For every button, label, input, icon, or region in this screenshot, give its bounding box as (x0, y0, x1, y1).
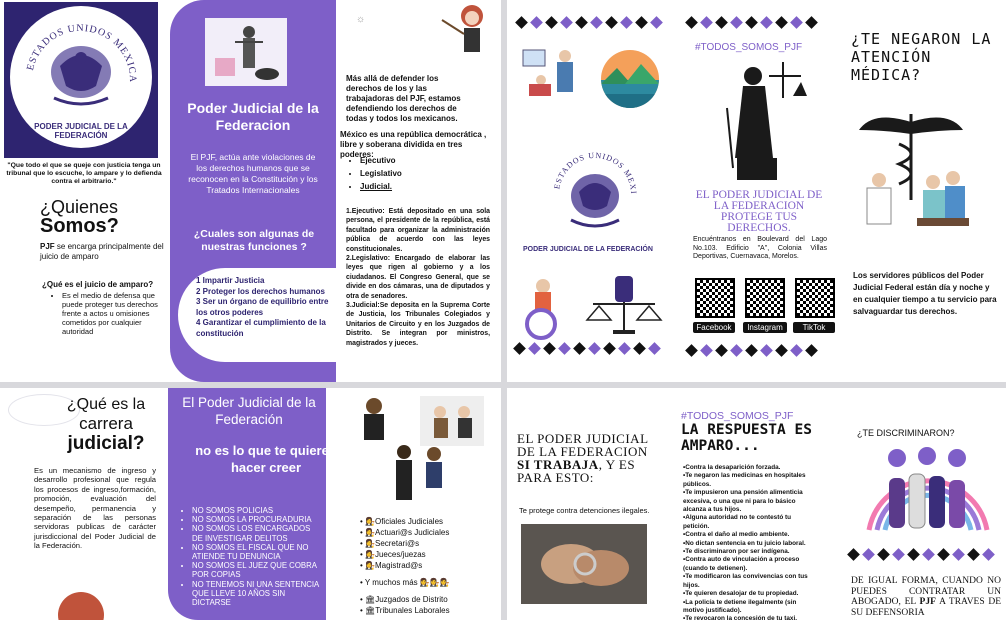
carrera-line2: carrera (79, 414, 133, 433)
seal2-ring-text: ESTADOS UNIDOS MEXI (552, 150, 639, 195)
carrera-line3: judicial? (67, 433, 145, 454)
mid-title: Poder Judicial de la Federacion (187, 100, 319, 133)
staff-item: • 👩‍⚖️Oficiales Judiciales (360, 517, 444, 526)
teacher-illustration (440, 2, 496, 58)
pjf-word: PJF (40, 242, 55, 251)
answer-item: •Te negaron las medicinas en hospitales públicos. (683, 472, 806, 488)
diamond-border-top-mid (687, 18, 816, 27)
quienes-heading (40, 198, 119, 236)
quienes-line1: ¿Quienes (40, 197, 119, 217)
power-item: • Judicial. (360, 180, 488, 193)
detention-text: Te protege contra detenciones ilegales. (519, 506, 650, 515)
lawyer-text (851, 576, 1001, 618)
diamond-border-bottom-mid (687, 346, 816, 355)
republic-text: México es una república democrática , libre y soberana dividida en tres poderes: (340, 130, 487, 159)
med-title: ¿TE NEGARON LA ATENCIÓN MÉDICA? (851, 30, 992, 84)
teacher-icon (440, 2, 496, 58)
function-item: 3 Ser un órgano de equilibrio entre los otros poderes (196, 297, 329, 317)
seal-block (4, 2, 158, 158)
justice-statue-icon (713, 58, 809, 188)
answer-item: •Contra la desaparición forzada. (683, 464, 781, 471)
works-title (517, 432, 657, 484)
court-item: • 🏛Tribunales Laborales (360, 606, 450, 615)
works-title-c: , Y ES PARA ESTO: (517, 457, 636, 485)
judicial-staff-icon (350, 392, 490, 508)
wheelchair-icon (519, 274, 573, 342)
answer-item: •Te modificaron las convivencias con tus hijos. (683, 573, 808, 589)
amparo-question: ¿Qué es el juicio de amparo? (42, 280, 154, 289)
court-staff-illustration (350, 392, 490, 508)
function-item: 4 Garantizar el cumplimiento de la constitución (196, 318, 326, 338)
facebook-qr-icon[interactable] (695, 278, 735, 318)
mid-title: El Poder Judicial de la Federación (182, 395, 316, 427)
handcuff-photo (521, 524, 647, 604)
sun-icon: ☼ (356, 14, 366, 25)
answer-item: •Contra auto de vinculación a proceso (cuando te detienen). (683, 556, 800, 572)
staff-item: • 👩‍⚖️Actuari@s Judiciales (360, 528, 450, 537)
handcuffs-icon (521, 524, 647, 604)
not-item: • NO SOMOS POLICIAS (192, 506, 320, 515)
brochure-panel-2 (507, 0, 1006, 382)
protect-title: EL PODER JUDICIAL DE LA FEDERACION PROTEGE TUS DERECHOS. (695, 189, 823, 234)
brochure-panel-1 (0, 0, 501, 382)
instagram-button[interactable]: Instagram (743, 322, 787, 333)
answer-item: •Te impusieron una pensión alimenticia excesiva, o una que ni para lo básico alcanza a tus hijos. (683, 489, 803, 514)
not-item: • NO TENEMOS NI UNA SENTENCIA QUE LLEVE 10 AÑOS SIN DICTARSE (192, 580, 320, 608)
lawyer-text-b: A TRAVES DE SU DEFENSORIA (851, 597, 1001, 618)
landscape-icon (601, 50, 659, 108)
brochure-panel-4 (507, 388, 1006, 620)
lawyer-text-a: DE IGUAL FORMA, CUANDO NO PUEDES CONTRATAR UN ABOGADO, EL (851, 576, 1001, 607)
instagram-qr-icon[interactable] (745, 278, 785, 318)
hashtag: #TODOS_SOMOS_PJF (681, 410, 794, 422)
address: Encuéntranos en Boulevard del Lago No.103. Edificio "A", Colonia Villas Deportivas, Cuernavaca, Morelos. (693, 236, 827, 260)
diamond-border-top-left (517, 18, 661, 27)
tiktok-button[interactable]: TikTok (793, 322, 835, 333)
diamond-border-bottom-left (515, 344, 659, 353)
answer-item: •No dictan sentencia en tu juicio laboral. (683, 539, 806, 547)
staff-list (360, 516, 490, 616)
staff-item: • 👩‍⚖️Secretari@s (360, 539, 420, 548)
landscape-circle (601, 50, 659, 108)
staff-item: • 👩‍⚖️Magistrad@s (360, 561, 423, 570)
doctor-patient-icon (521, 44, 583, 102)
carrera-desc: Es un mecanismo de ingreso y desarrollo profesional que regula los procesos de ingreso,formación, promoción, evaluación del desempeño, permanencia y separación de las personas servidoras publicas de carácter jurisdiccional del Poder Judicial de la Federación. (34, 466, 156, 551)
diversity-illustration (863, 444, 993, 536)
functions-title: ¿Cuales son algunas de nuestras funciones ? (193, 228, 315, 253)
function-item: 1 Impartir Justicia (196, 276, 265, 285)
works-title-b: SI TRABAJA (517, 457, 599, 472)
justice-illustration (205, 18, 287, 86)
hands-rainbow-icon (863, 444, 993, 536)
mid-subtitle: no es lo que te quieren hacer creer (195, 443, 337, 475)
wheelchair-illustration (519, 274, 573, 342)
answer-item: •La policía te detiene ilegalmente (sin motivo justificado). (683, 598, 797, 614)
tiktok-qr-icon[interactable] (795, 278, 835, 318)
not-item: • NO SOMOS EL FISCAL QUE NO ATIENDE TU DENUNCIA (192, 543, 320, 561)
power-detail: 2.Legislativo: Encargado de elaborar las leyes que rigen al gobierno y a los ciudadanos. El Congreso General, que se divide en dos cámaras, una de diputados y otra de senadores. (346, 255, 490, 300)
med-text: Los servidores públicos del Poder Judicial Federal están día y noche y en cualquier tiempo a tu servicio para salvaguardar tus derechos. (853, 271, 997, 316)
powers-list (348, 154, 488, 193)
seal-2 (545, 140, 645, 240)
lady-justice-icon (205, 18, 287, 86)
mid-text: El PJF, actúa ante violaciones de los derechos humanos que se reconocen en la Constitución y los Tratados Internacionales (188, 152, 318, 195)
scales-fist-icon (585, 274, 663, 336)
right-intro: Más allá de defender los derechos de los y las trabajadoras del PJF, estamos defendiendo los derechos de todas y todos los mexicanos. (346, 74, 461, 123)
eagle-seal-icon (545, 140, 645, 240)
seal-circle (10, 6, 152, 148)
not-item: • NO SOMOS LA PROCURADURIA (192, 515, 320, 524)
pjf-description (40, 242, 166, 261)
function-item: 2 Proteger los derechos humanos (196, 286, 325, 296)
hashtag: #TODOS_SOMOS_PJF (695, 42, 803, 53)
doctor-illustration (521, 44, 583, 102)
lawyer-pjf: PJF (919, 597, 936, 607)
court-item: • 🏛Juzgados de Distrito (360, 595, 448, 604)
carrera-heading (56, 396, 156, 454)
quienes-line2: Somos? (40, 215, 119, 237)
power-item: • Legislativo (360, 167, 488, 180)
seal-org-text: PODER JUDICIAL DE LA FEDERACIÓN (34, 122, 128, 140)
caduceus-icon (853, 110, 973, 240)
answer-title: LA RESPUESTA ES AMPARO... (681, 422, 812, 454)
power-details (346, 207, 490, 348)
diamond-border-bottom-right (849, 550, 993, 559)
functions-list (196, 276, 332, 339)
scales-illustration (585, 274, 663, 336)
character-head-partial (58, 592, 104, 620)
not-list (180, 506, 320, 607)
discrim-title: ¿TE DISCRIMINARON? (857, 428, 955, 438)
answer-item: •Contra el daño al medio ambiente. (683, 531, 790, 539)
brochure-panel-3 (0, 388, 501, 620)
seal-ring-text: ESTADOS UNIDOS MEXICA (25, 22, 139, 84)
answer-item: •Te quieren desalojar de tu propiedad. (683, 590, 799, 598)
power-detail: 3.Judicial:Se deposita en la Suprema Corte de Justicia, los Tribunales Colegiados y Unitarios de Circuito y en los Juzgados de Distrito. Se integran por ministros, magistrados y jueces. (346, 302, 490, 347)
power-detail: 1.Ejecutivo: Está depositado en una sola persona, el presidente de la república, está facultado para organizar la administración pública de acuerdo con las leyes constitucionales. (346, 208, 490, 253)
pjf-desc-text: se encarga principalmente del juicio de amparo (40, 242, 164, 261)
answer-item: •Alguna autoridad no te contestó tu petición. (683, 514, 792, 530)
answer-item: •Te discriminaron por ser indígena. (683, 548, 790, 556)
seal2-caption: PODER JUDICIAL DE LA FEDERACIÓN (523, 246, 653, 253)
answer-item: •Te revocaron la concesión de tu taxi. (683, 615, 798, 620)
not-item: • NO SOMOS LOS ENCARGADOS DE INVESTIGAR DELITOS (192, 524, 320, 542)
answers-list (683, 464, 813, 620)
quote-text: "Que todo el que se queje con justicia tenga un tribunal que lo escuche, lo ampare y lo defienda contra el arbitrario." (6, 162, 162, 185)
justice-statue-illustration (713, 58, 809, 188)
carrera-line1: ¿Qué es la (66, 396, 146, 413)
amparo-description (50, 291, 170, 336)
medical-illustration (853, 110, 973, 240)
works-title-a: EL PODER JUDICIAL DE LA FEDERACION (517, 431, 649, 459)
many-more: • Y muchos más 👩‍⚖️👩‍⚖️👩‍⚖️ (360, 578, 450, 587)
power-item: • Ejecutivo (360, 154, 488, 167)
amparo-desc-item: • Es el medio de defensa que puede proteger tus derechos frente a actos u omisiones cometidos por cualquier autoridad (62, 291, 170, 336)
facebook-button[interactable]: Facebook (693, 322, 735, 333)
staff-item: • 👩‍⚖️Jueces/juezas (360, 550, 426, 559)
not-item: • NO SOMOS EL JUEZ QUE COBRA POR COPIAS (192, 561, 320, 579)
